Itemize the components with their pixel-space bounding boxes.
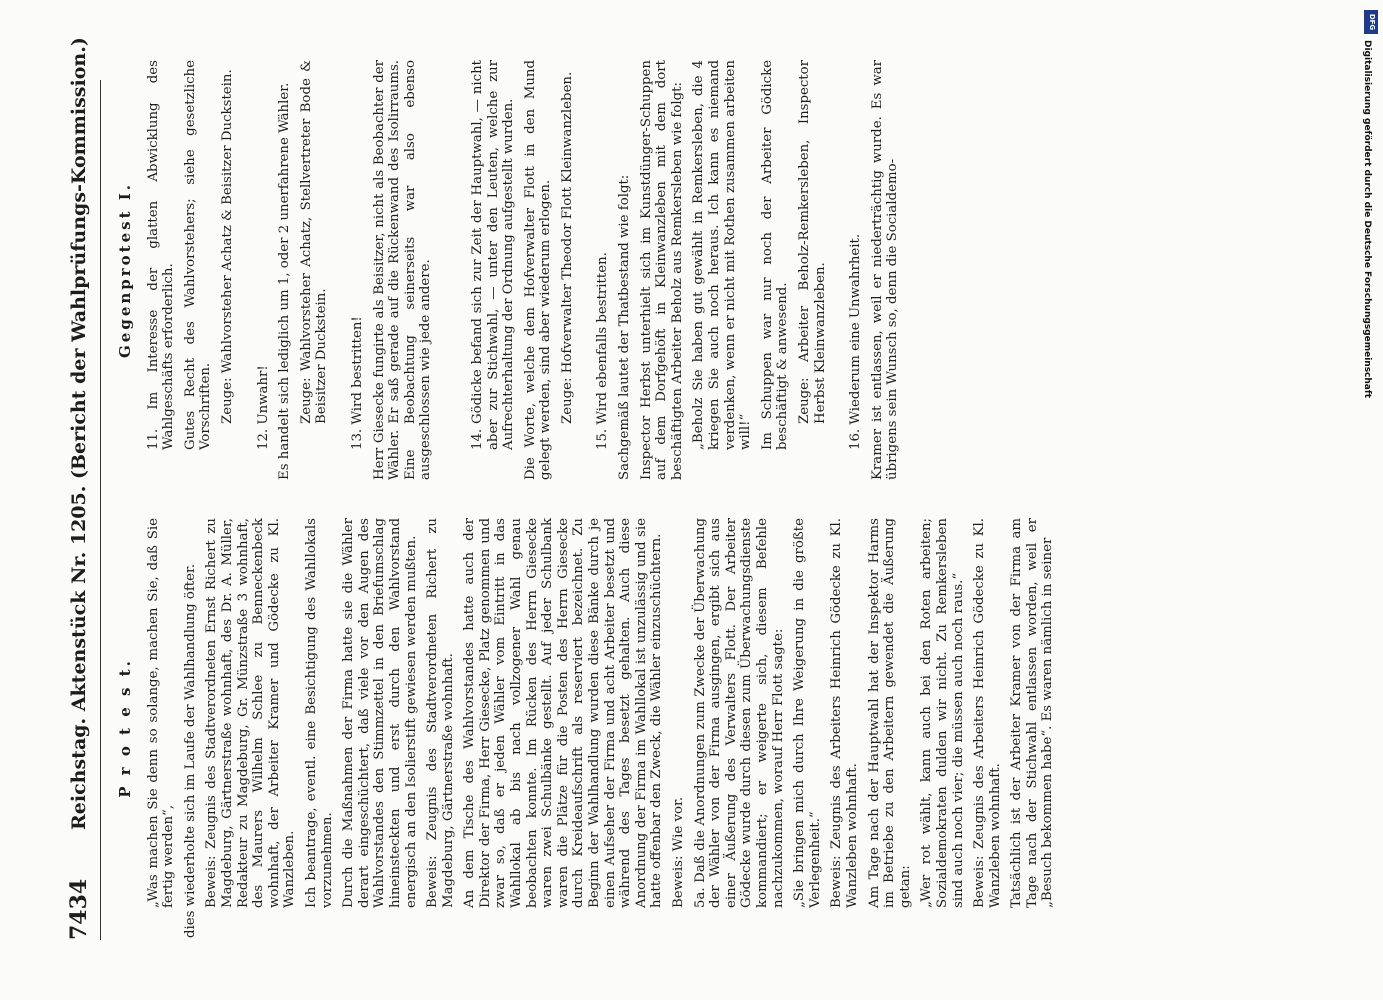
paragraph: Die Worte, welche dem Hofverwalter Flott in den Mund gelegt werden, sind aber wiederum erlogen. bbox=[522, 60, 554, 480]
quote-paragraph: „Beholz Sie haben gut gewählt in Remkersleben, die 4 kriegen Sie auch noch heraus. Ich kann es niemand verdenken, wenn er nicht mit Rothen zusammen arbeiten will!“ bbox=[691, 60, 754, 450]
paragraph: 11. Im Interesse der glatten Abwicklung des Wahlgeschäfts erforderlich. bbox=[145, 60, 177, 450]
evidence-paragraph: Beweis: Zeugnis des Stadtverordneten Richert zu Magdeburg, Gärtnerstraße wohnhaft. bbox=[425, 518, 456, 908]
paragraph: Ich beantrage, eventl. eine Besichtigung des Wahllokals vorzunehmen. bbox=[303, 518, 335, 908]
paragraph: 5a. Daß die Anordnungen zum Zwecke der Überwachung der Wähler von der Firma ausgingen, ergibt sich aus einer Äußerung des Verwalters Flott. Der Arbeiter Gödecke wurde durch diesen zum Überwachungsdienste kommandiert; er weigerte sich, diesem Befehle nachzukommen, worauf Herr Flott sagte: bbox=[692, 518, 786, 908]
protest-heading: P r o t e s t. bbox=[116, 658, 134, 798]
counter-protest-heading: Gegenprotest I. bbox=[116, 182, 134, 358]
spacer bbox=[440, 60, 470, 480]
page-title: Reichstag. Aktenstück Nr. 1205. (Bericht der Wahlprüfungs-Kommission.) bbox=[68, 37, 90, 830]
paragraph: Sachgemäß lautet der Thatbestand wie folgt: bbox=[617, 174, 633, 480]
evidence-paragraph: Beweis: Zeugnis des Arbeiters Heinrich Gödecke zu Kl. Wanzleben wohnhaft. bbox=[972, 518, 1003, 908]
paragraph: 14. Gödicke befand sich zur Zeit der Hauptwahl, — nicht aber zur Stichwahl, — unter den Leuten, welche zur Aufrechterhaltung der Ordnung aufgestellt wurden. bbox=[469, 60, 517, 450]
header-rule bbox=[100, 80, 101, 940]
paragraph: 13. Wird bestritten! bbox=[349, 316, 365, 450]
paragraph: Durch die Maßnahmen der Firma hatte sie die Wähler derart eingeschüchtert, daß viele vor den Augen des Wahlvorstandes den Stimmzettel in den Briefumschlag hineinsteckten und erst durch den Wahlvorstand energisch an den Isolierstift gewiesen werden mußten. bbox=[341, 518, 419, 908]
counter-protest-column bbox=[112, 60, 907, 480]
paragraph: 15. Wird ebenfalls bestritten. bbox=[595, 252, 611, 450]
paragraph: Es handelt sich lediglich um 1, oder 2 unerfahrene Wähler. bbox=[277, 82, 293, 480]
digitization-notice bbox=[1364, 40, 1380, 740]
spacer bbox=[336, 60, 350, 480]
paragraph: Im Schuppen war nur noch der Arbeiter Gödicke beschäftigt & anwesend. bbox=[759, 60, 791, 450]
protest-column bbox=[112, 518, 1062, 938]
evidence-paragraph: Beweis: Wie vor. bbox=[671, 796, 686, 908]
page-number: 7434 bbox=[66, 878, 92, 940]
paragraph: Am Tage nach der Hauptwahl hat der Inspektor Harms im Betriebe zu den Arbeitern gewendet die Äußerung getan: bbox=[866, 518, 913, 908]
digitization-notice-text: Digitalisierung gefördert durch die Deutsche Forschungsgemeinschaft bbox=[1362, 40, 1372, 399]
paragraph: dies wiederholte sich im Laufe der Wahlhandlung öfter. bbox=[182, 563, 198, 938]
paragraph: An dem Tische des Wahlvorstandes hatte auch der Direktor der Firma, Herr Giesecke, Platz genommen und zwar so, daß er jeden Wähler vom Eintritt in das Wahllokal ab bis nach vollzogener Wahl genau beobachten konnte. Im Rücken des Herrn Giesecke waren zwei Schulbänke gestellt. Auf jeder Schulbank waren die Plätze für die Posten des Herrn Giesecke durch Kreideaufschrift als reserviert bezeichnet. Zu Beginn der Wahlhandlung wurden diese Bänke durch je einen Aufseher der Firma und acht Arbeiter besetzt und während des Tages besetzt gehalten. Auch diese Anordnung der Firma im Wahllokal ist unzulässig und sie hatte offenbar den Zweck, die Wähler einzuschüchtern. bbox=[462, 518, 665, 908]
paragraph: 16. Wiederum eine Unwahrheit. bbox=[848, 233, 864, 450]
spacer bbox=[834, 60, 848, 480]
page-header bbox=[60, 37, 100, 940]
quote-paragraph: „Wer rot wählt, kann auch bei den Roten arbeiten; Sozialdemokraten dulden wir nicht. Zu Remkersleben sind auch noch vier; die müssen auch noch raus.“ bbox=[919, 518, 966, 908]
paragraph: Gutes Recht des Wahlvorstehers; siehe gesetzliche Vorschriften. bbox=[182, 60, 214, 450]
witness-paragraph: Zeuge: Arbeiter Beholz-Remkersleben, Inspector Herbst Kleinwanzleben. bbox=[797, 60, 828, 424]
paragraph: Tatsächlich ist der Arbeiter Kramer von der Firma am Tage nach der Stichwahl entlassen worden, weil er „Besuch bekommen habe“. Es waren nämlich in seiner bbox=[1009, 518, 1056, 908]
quote-paragraph: „Sie bringen mich durch Ihre Weigerung in die größte Verlegenheit.“ bbox=[792, 518, 823, 908]
paragraph: 12. Unwahr! bbox=[255, 365, 271, 450]
witness-paragraph: Zeuge: Wahlvorsteher Achatz, Stellvertreter Bode & Beisitzer Duckstein. bbox=[298, 60, 330, 424]
paragraph: Kramer ist entlassen, weil er niederträchtig wurde. Es war übrigens sein Wunsch so, denn die Socialdemo- bbox=[869, 60, 901, 480]
paragraph: „Was machen Sie denn so solange, machen Sie, daß Sie fertig werden“, bbox=[145, 518, 177, 908]
spacer bbox=[581, 60, 595, 480]
spacer bbox=[242, 60, 256, 480]
evidence-paragraph: Beweis: Zeugnis des Arbeiters Heinrich Gödecke zu Kl. Wanzleben wohnhaft. bbox=[829, 518, 860, 908]
dfg-logo: DFG bbox=[1364, 10, 1378, 34]
paragraph: Herr Giesecke fungirte als Beisitzer, nicht als Beobachter der Wähler. Er saß gerade auf die Rückenwand des Isolirraums. Eine Beobachtung seinerseits war also ebenso ausgeschlossen wie jede andere. bbox=[371, 60, 434, 480]
witness-paragraph: Zeuge: Wahlvorsteher Achatz & Beisitzer Duckstein. bbox=[219, 69, 235, 424]
paragraph: Inspector Herbst unterhielt sich im Kunstdünger-Schuppen auf dem Dorfgehöft in Kleinwanzleben mit dem dort beschäftigten Arbeiter Beholz aus Remkersleben wie folgt: bbox=[638, 60, 685, 480]
witness-paragraph: Zeuge: Hofverwalter Theodor Flott Kleinwanzleben. bbox=[559, 71, 575, 424]
evidence-paragraph: Beweis: Zeugnis des Stadtverordneten Ernst Richert zu Magdeburg, Gärtnerstraße wohnhaft, des Dr. A. Müller, Redakteur zu Magdeburg, Gr. Münzstraße 3 wohnhaft, des Maurers Wilhelm Schlee zu Benneckenbeck wohnhaft, der Arbeiter Kramer und Gödecke zu Kl. Wanzleben. bbox=[204, 518, 298, 908]
